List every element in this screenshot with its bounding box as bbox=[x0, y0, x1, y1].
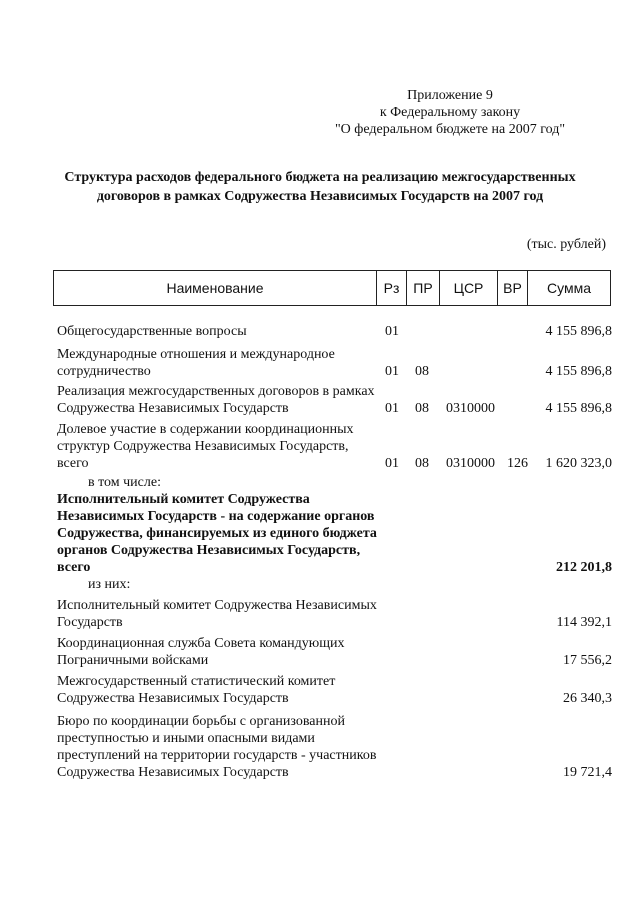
row-pr: 08 bbox=[415, 401, 429, 416]
document-title bbox=[40, 168, 600, 206]
row-sum: 114 392,1 bbox=[556, 615, 612, 630]
table-row bbox=[57, 635, 617, 669]
header-sum: Сумма bbox=[528, 271, 611, 306]
table-row bbox=[57, 713, 617, 781]
row-rz: 01 bbox=[385, 364, 399, 379]
header-pr: ПР bbox=[407, 271, 440, 306]
table-row bbox=[57, 597, 617, 631]
row-sum: 1 620 323,0 bbox=[545, 456, 612, 471]
appendix-law-title: "О федеральном бюджете на 2007 год" bbox=[334, 122, 566, 137]
row-pr: 08 bbox=[415, 456, 429, 471]
table-header bbox=[53, 270, 611, 306]
row-sum: 17 556,2 bbox=[563, 653, 612, 668]
row-name: Общегосударственные вопросы bbox=[57, 324, 247, 339]
table-row bbox=[57, 421, 617, 472]
row-rz: 01 bbox=[385, 324, 399, 339]
row-name: Исполнительный комитет Содружества Независимых Государств bbox=[57, 598, 377, 630]
document-title-line-2: договоров в рамках Содружества Независимых Государств на 2007 год bbox=[96, 189, 544, 204]
row-name: Координационная служба Совета командующих Пограничными войсками bbox=[57, 636, 345, 668]
row-vr: 126 bbox=[507, 456, 528, 471]
row-name: Межгосударственный статистический комитет Содружества Независимых Государств bbox=[57, 674, 336, 706]
header-name: Наименование bbox=[54, 271, 377, 306]
header-rz: Рз bbox=[377, 271, 407, 306]
appendix-number: Приложение 9 bbox=[407, 88, 493, 103]
table-row bbox=[57, 323, 617, 340]
row-rz: 01 bbox=[385, 456, 399, 471]
row-sum: 4 155 896,8 bbox=[545, 324, 612, 339]
row-csr: 0310000 bbox=[446, 401, 495, 416]
row-sum: 212 201,8 bbox=[556, 560, 612, 575]
header-csr: ЦСР bbox=[440, 271, 498, 306]
row-sum: 4 155 896,8 bbox=[545, 401, 612, 416]
row-name: Долевое участие в содержании координационных структур Содружества Независимых Государств, всего bbox=[57, 422, 354, 471]
in-that-number-note: в том числе: bbox=[88, 475, 161, 490]
row-name: Международные отношения и международное сотрудничество bbox=[57, 347, 335, 379]
unit-label: (тыс. рублей) bbox=[526, 237, 606, 252]
row-name: Реализация межгосударственных договоров в рамках Содружества Независимых Государств bbox=[57, 384, 375, 416]
row-pr: 08 bbox=[415, 364, 429, 379]
row-sum: 4 155 896,8 bbox=[545, 364, 612, 379]
row-rz: 01 bbox=[385, 401, 399, 416]
row-name: Бюро по координации борьбы с организованной преступностью и иными опасными видами преступлений на территории государств - участников Содружества Независимых Государств bbox=[57, 714, 377, 780]
of-them-note: из них: bbox=[88, 577, 131, 592]
row-csr: 0310000 bbox=[446, 456, 495, 471]
table-row bbox=[57, 383, 617, 417]
appendix-law: к Федеральному закону bbox=[379, 105, 521, 120]
table-row bbox=[57, 346, 617, 380]
header-vr: ВР bbox=[498, 271, 528, 306]
appendix-reference bbox=[320, 87, 580, 138]
table-row bbox=[57, 673, 617, 707]
document-title-line-1: Структура расходов федерального бюджета на реализацию межгосударственных bbox=[64, 170, 576, 185]
row-name: Исполнительный комитет Содружества Независимых Государств - на содержание органов Содружества, финансируемых из единого бюджета органов Содружества Независимых Государств, всего bbox=[57, 492, 377, 575]
table-row bbox=[57, 491, 617, 576]
row-sum: 19 721,4 bbox=[563, 765, 612, 780]
row-sum: 26 340,3 bbox=[563, 691, 612, 706]
